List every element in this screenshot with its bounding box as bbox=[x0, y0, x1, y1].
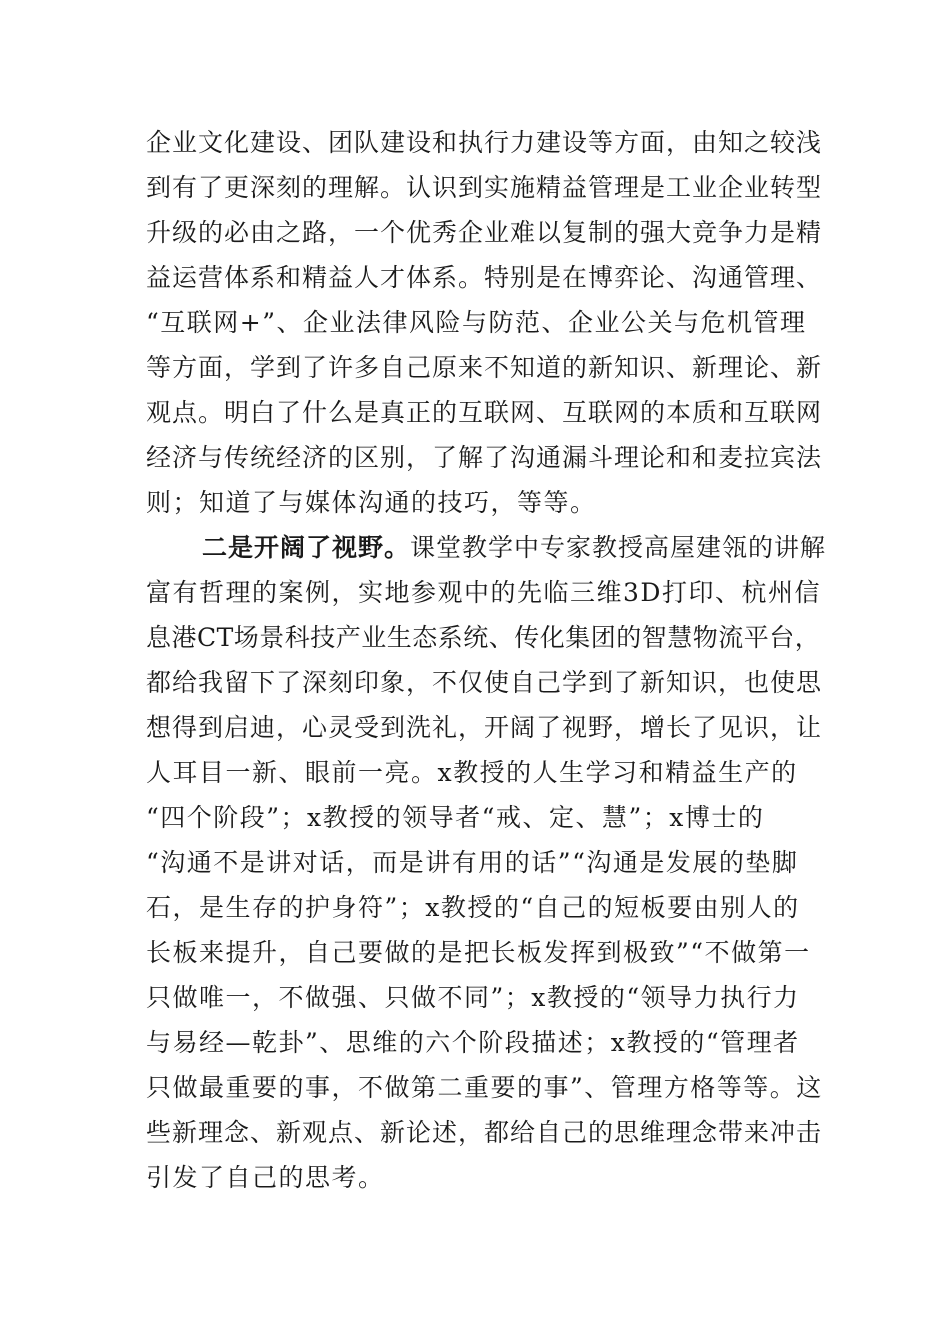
text-line: 石，是生存的护身符”；x教授的“自己的短板要由别人的 bbox=[146, 893, 800, 922]
text-line: “四个阶段”；x教授的领导者“戒、定、慧”；x博士的 bbox=[146, 803, 765, 832]
text-line: 想得到启迪，心灵受到洗礼，开阔了视野，增长了见识，让 bbox=[146, 713, 823, 742]
text-line: 富有哲理的案例，实地参观中的先临三维3D打印、杭州信 bbox=[146, 578, 821, 607]
text-line: “沟通不是讲对话，而是讲有用的话”“沟通是发展的垫脚 bbox=[146, 848, 799, 877]
text-line: 观点。明白了什么是真正的互联网、互联网的本质和互联网 bbox=[146, 398, 823, 427]
paragraph-first-line bbox=[146, 525, 826, 570]
paragraph-heading: 二是开阔了视野。 bbox=[202, 533, 411, 562]
text-line: 人耳目一新、眼前一亮。x教授的人生学习和精益生产的 bbox=[146, 758, 798, 787]
text-line: 则；知道了与媒体沟通的技巧，等等。 bbox=[146, 488, 597, 517]
text-line: 些新理念、新观点、新论述，都给自己的思维理念带来冲击 bbox=[146, 1118, 823, 1147]
body-text bbox=[146, 120, 826, 1200]
text-line: 到有了更深刻的理解。认识到实施精益管理是工业企业转型 bbox=[146, 173, 823, 202]
text-line: 益运营体系和精益人才体系。特别是在博弈论、沟通管理、 bbox=[146, 263, 823, 292]
text-line: 等方面，学到了许多自己原来不知道的新知识、新理论、新 bbox=[146, 353, 823, 382]
text-line: 只做最重要的事，不做第二重要的事”、管理方格等等。这 bbox=[146, 1073, 823, 1102]
text-line: 息港CT场景科技产业生态系统、传化集团的智慧物流平台， bbox=[146, 623, 821, 652]
text-line: “互联网+”、企业法律风险与防范、企业公关与危机管理 bbox=[146, 308, 807, 337]
heading-line-rest: 课堂教学中专家教授高屋建瓴的讲解 bbox=[410, 533, 827, 562]
text-line: 引发了自己的思考。 bbox=[146, 1163, 385, 1192]
text-line: 经济与传统经济的区别，了解了沟通漏斗理论和和麦拉宾法 bbox=[146, 443, 823, 472]
text-line: 长板来提升，自己要做的是把长板发挥到极致”“不做第一 bbox=[146, 938, 811, 967]
paragraph-1 bbox=[146, 120, 826, 525]
text-line: 升级的必由之路，一个优秀企业难以复制的强大竞争力是精 bbox=[146, 218, 823, 247]
text-line: 都给我留下了深刻印象，不仅使自己学到了新知识，也使思 bbox=[146, 668, 823, 697]
text-line: 企业文化建设、团队建设和执行力建设等方面，由知之较浅 bbox=[146, 128, 823, 157]
text-line: 只做唯一，不做强、只做不同”；x教授的“领导力执行力 bbox=[146, 983, 800, 1012]
text-line: 与易经—乾卦”、思维的六个阶段描述；x教授的“管理者 bbox=[146, 1028, 800, 1057]
paragraph-2 bbox=[146, 525, 826, 1200]
